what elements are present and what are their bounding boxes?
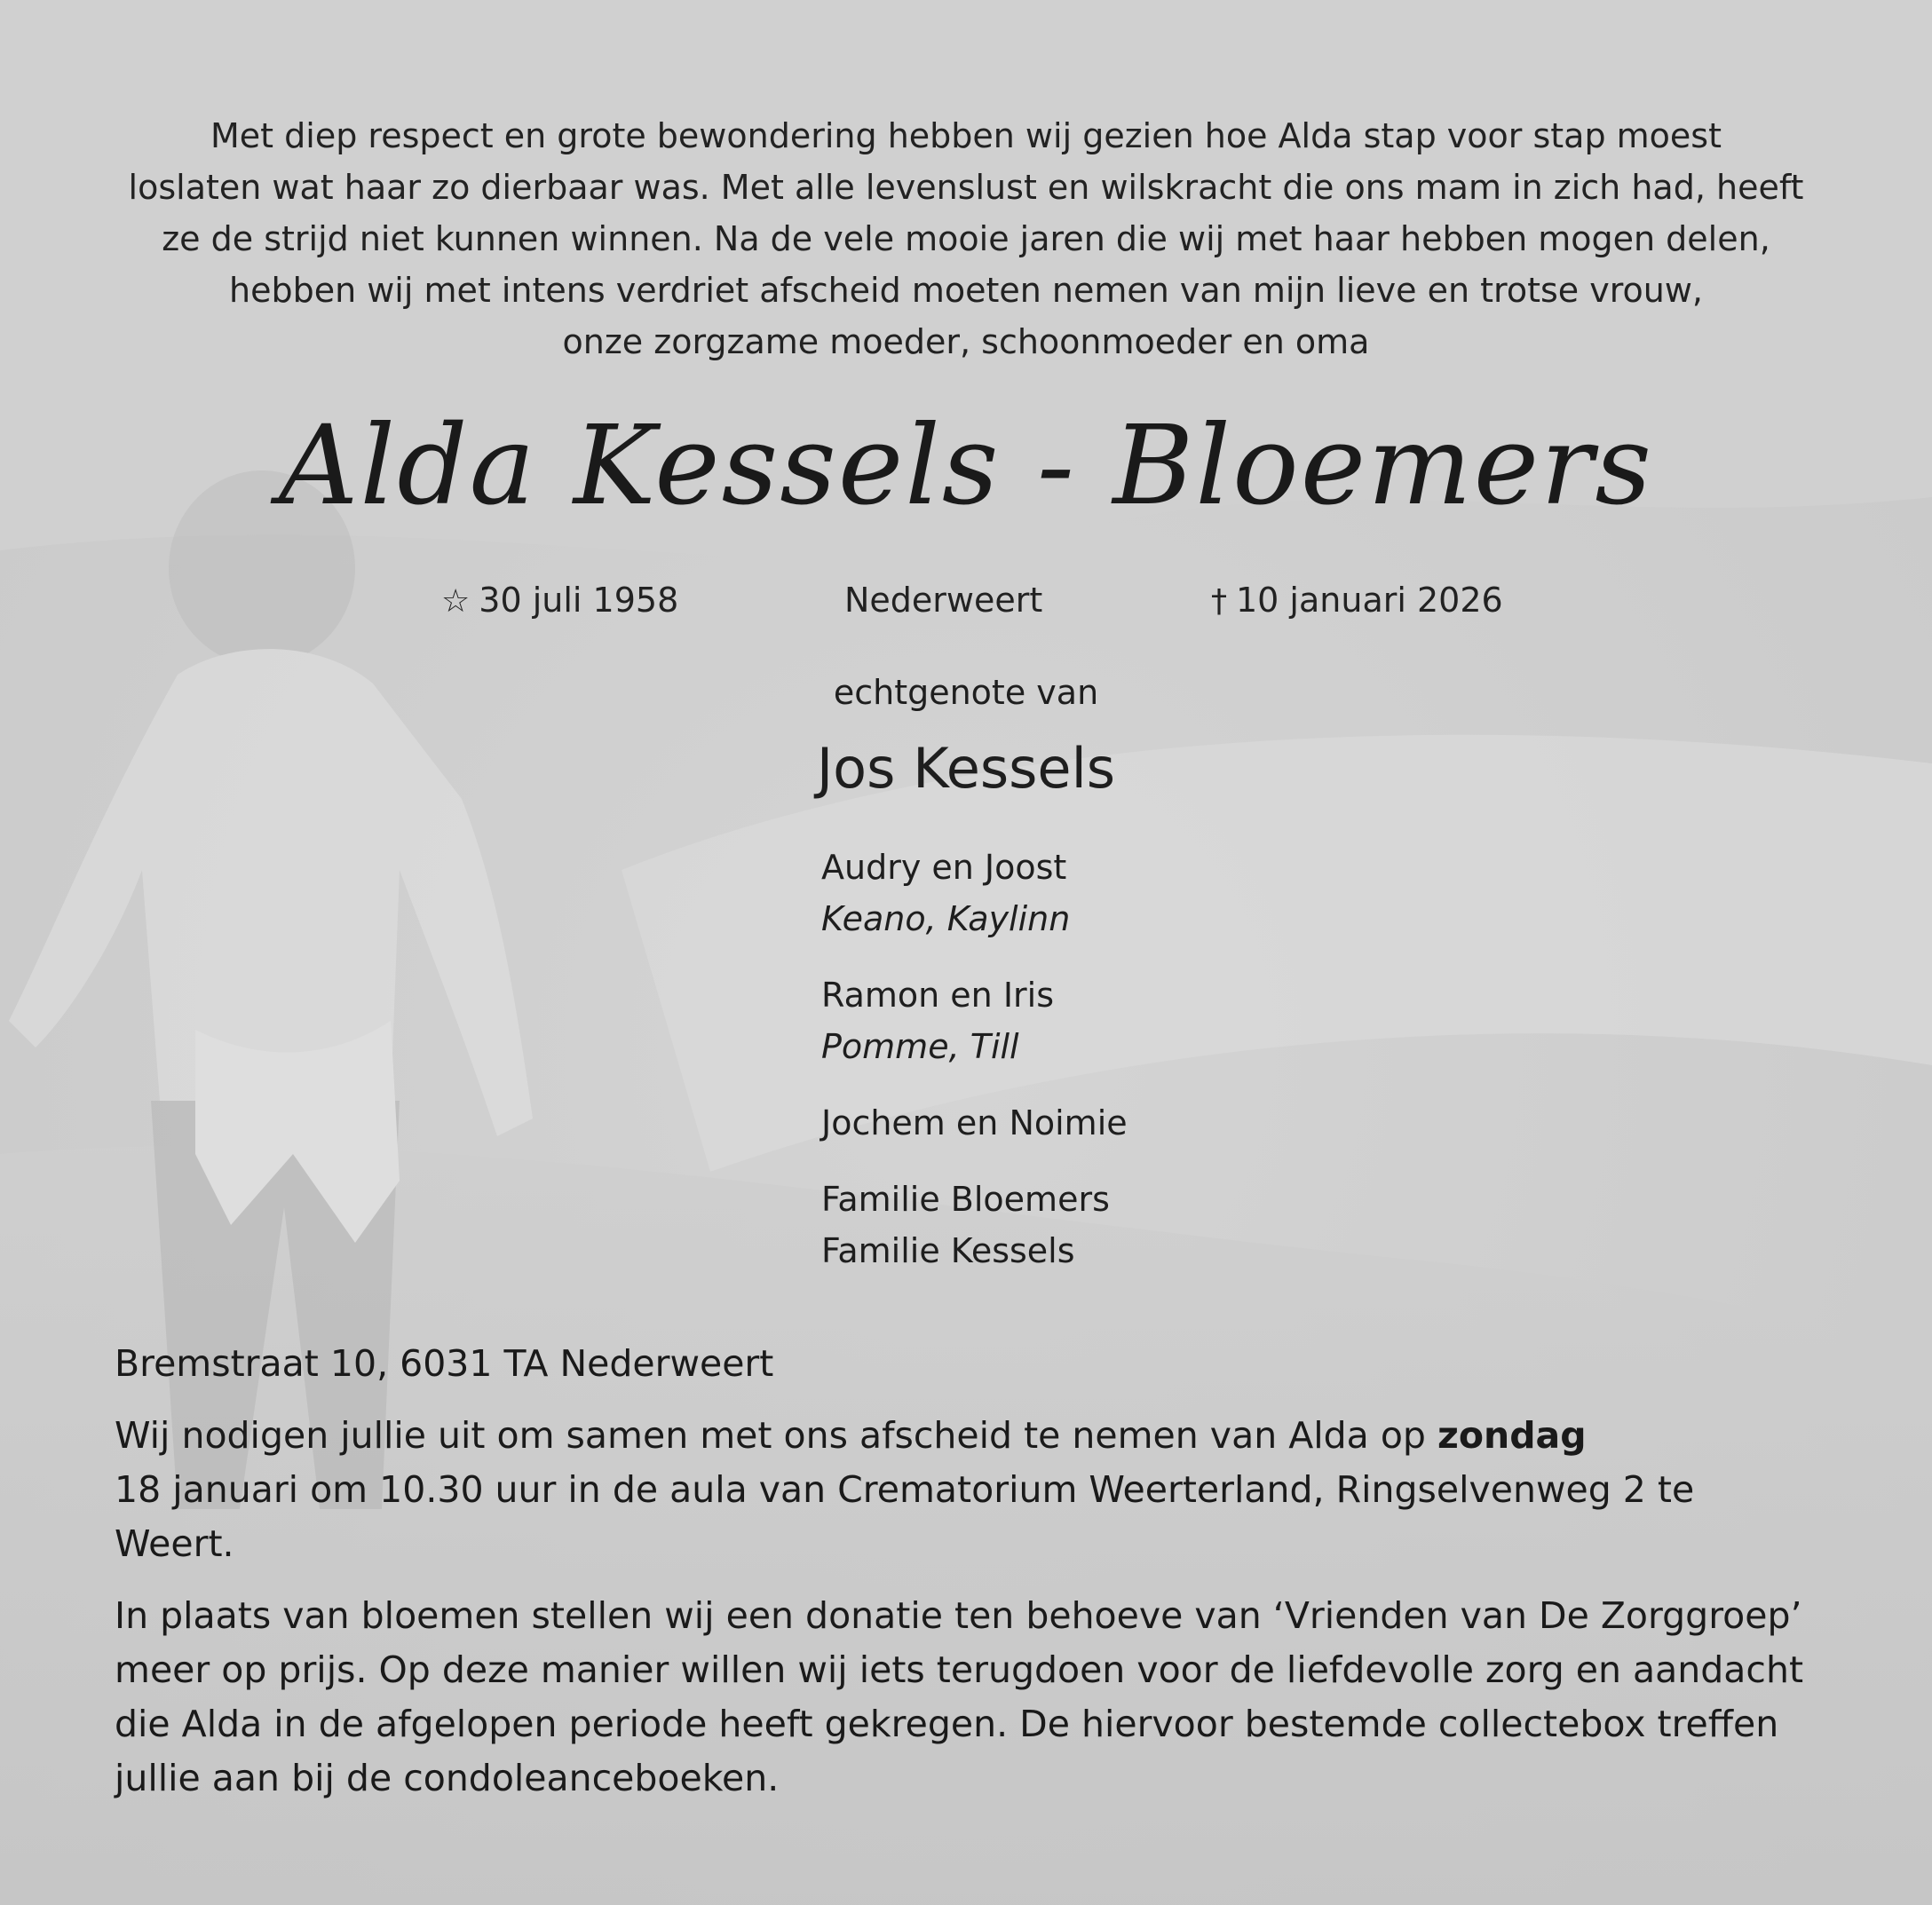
- family-children: Pomme, Till: [821, 1027, 1019, 1066]
- intro-text: [0, 110, 1932, 368]
- invitation: [115, 1409, 1819, 1571]
- family-group: [821, 969, 1128, 1072]
- place: Nederweert: [844, 581, 1043, 620]
- family-parents: Jochem en Noimie: [821, 1103, 1128, 1142]
- birth-date-text: 30 juli 1958: [479, 581, 679, 620]
- family-group: [821, 842, 1128, 945]
- family-parents: Ramon en Iris: [821, 976, 1055, 1015]
- star-icon: ☆: [441, 583, 471, 620]
- intro-line: loslaten wat haar zo dierbaar was. Met alle levenslust en wilskracht die ons mam in zich had, heeft: [128, 168, 1804, 207]
- family-group: [821, 1174, 1128, 1277]
- invitation-day: zondag: [1437, 1414, 1587, 1457]
- family-line: Familie Bloemers: [821, 1180, 1110, 1219]
- invitation-details: 18 januari om 10.30 uur in de aula van Crematorium Weerterland, Ringselvenweg 2 te Weert.: [115, 1468, 1695, 1565]
- dates-row: [0, 575, 1932, 625]
- family-line: Familie Kessels: [821, 1231, 1075, 1270]
- intro-line: ze de strijd niet kunnen winnen. Na de vele mooie jaren die wij met haar hebben mogen delen,: [162, 219, 1770, 258]
- donation-text: In plaats van bloemen stellen wij een donatie ten behoeve van ‘Vrienden van De Zorggroep’ meer op prijs. Op deze manier willen wij iets terugdoen voor de liefdevolle zorg en aandacht die Alda in de afgelopen periode heeft gekregen. De hiervoor bestemde collectebox treffen jullie aan bij de condoleanceboeken.: [115, 1594, 1804, 1799]
- intro-line: hebben wij met intens verdriet afscheid moeten nemen van mijn lieve en trotse vrouw,: [228, 271, 1703, 310]
- death-date-text: 10 januari 2026: [1236, 581, 1503, 620]
- spouse-label: echtgenote van: [833, 673, 1099, 712]
- deceased-name: Alda Kessels - Bloemers: [279, 402, 1653, 530]
- family-children: Keano, Kaylinn: [821, 899, 1071, 938]
- intro-line: Met diep respect en grote bewondering hebben wij gezien hoe Alda stap voor stap moest: [210, 116, 1722, 155]
- family-parents: Audry en Joost: [821, 848, 1067, 887]
- invitation-text: Wij nodigen jullie uit om samen met ons afscheid te nemen van Alda op: [115, 1414, 1437, 1457]
- spouse-name: Jos Kessels: [816, 736, 1116, 801]
- family-group: [821, 1097, 1128, 1149]
- intro-line: onze zorgzame moeder, schoonmoeder en oma: [562, 322, 1370, 361]
- death-date: [1211, 575, 1503, 627]
- address: Bremstraat 10, 6031 TA Nederweert: [115, 1342, 774, 1385]
- cross-icon: †: [1211, 583, 1227, 620]
- birth-date: [441, 575, 678, 627]
- footer-text: [115, 1337, 1819, 1823]
- family-list: [821, 842, 1128, 1277]
